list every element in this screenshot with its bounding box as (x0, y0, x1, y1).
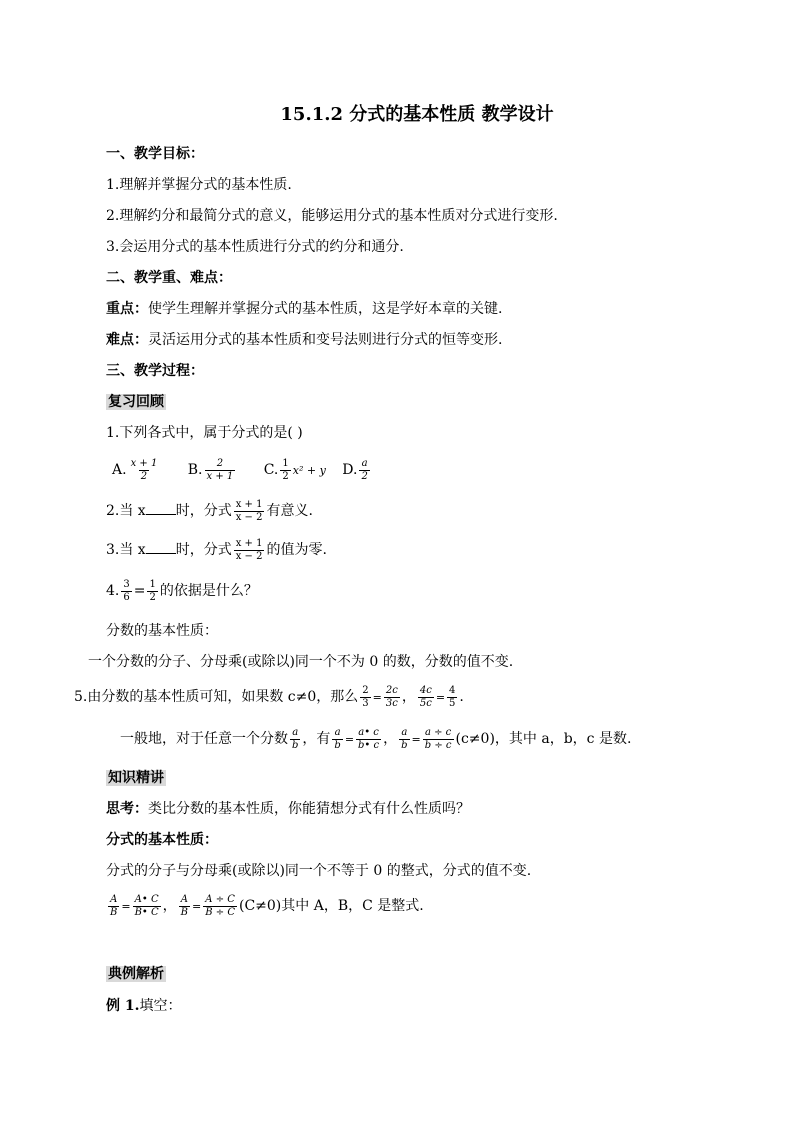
section-heading-key-points: 二、教学重、难点： (106, 270, 232, 286)
question-3 (106, 533, 327, 567)
formula-1-right (133, 894, 161, 919)
general-statement: 一般地，对于任意一个分数 $\frac{a}{b}$ ，有 $\frac{a}{b}$ = $\frac{a• c}{b• c}$ ， $\frac{a}{b}$ = $\frac{a \div c}{b \div c}$ (c≠0)，其中 a，b，c 是数. (120, 726, 632, 751)
general-eq-1-right (356, 727, 381, 752)
general-eq-2-right-den: b ÷ c (424, 739, 452, 751)
goal-1: 1.理解并掌握分式的基本性质. (106, 177, 292, 193)
section-heading-goals: 一、教学目标： (106, 146, 204, 162)
question-2-suffix: 有意义. (266, 503, 313, 519)
question-2-fraction (234, 499, 265, 524)
question-2-middle: 时，分式 (175, 503, 232, 519)
goal-2: 2.理解约分和最简分式的意义，能够运用分式的基本性质对分式进行变形. (106, 208, 558, 224)
formula-2-right-num: A ÷ C (205, 893, 235, 905)
knowledge-tag: 知识精讲 (108, 770, 164, 786)
general-eq-2-right (423, 727, 454, 752)
fraction-property-text: 一个分数的分子、分母乘(或除以)同一个不为 0 的数，分数的值不变. (88, 654, 514, 670)
general-middle: ，有 (302, 731, 331, 747)
key-point-text: 使学生理解并掌握分式的基本性质，这是学好本章的关键. (148, 301, 503, 317)
fraction-property-label: 分数的基本性质： (106, 623, 218, 639)
formula-1-left-den: B (110, 906, 118, 918)
general-eq-1-left (332, 727, 342, 752)
separator: ， (383, 731, 398, 747)
property-formula: $\frac{A}{B}$ = $\frac{A• C}{B• C}$ ， $\frac{A}{B}$ = $\frac{A \div C}{B \div C}$ (C≠0)其中 A，B，C 是整式. (110, 893, 424, 918)
question-4-denominator-1: 6 (123, 591, 130, 603)
question-1-options (112, 453, 372, 488)
q5-fraction-4 (447, 685, 457, 710)
option-c-fraction (280, 458, 290, 483)
separator: ， (162, 898, 177, 914)
option-b-label: B. (187, 462, 203, 478)
property-title: 分式的基本性质： (106, 832, 218, 848)
q5-denominator-4: 5 (449, 697, 456, 709)
q5-numerator-4: 4 (449, 684, 456, 696)
option-b-fraction (205, 458, 236, 483)
think-line (106, 799, 470, 819)
option-d-label: D. (342, 462, 358, 478)
question-3-middle: 时，分式 (175, 542, 232, 558)
q5-fraction-2 (384, 685, 400, 710)
option-c-numerator: 1 (282, 457, 289, 469)
formula-1-right-num: A• C (134, 893, 159, 905)
option-a-denominator: 2 (140, 470, 148, 482)
general-eq-1-left-den: b (334, 739, 341, 751)
option-b-numerator: 2 (216, 457, 224, 469)
question-3-numerator: x + 1 (235, 537, 263, 549)
formula-1-right-den: B• C (134, 906, 159, 918)
option-b-denominator: x + 1 (206, 470, 234, 482)
formula-2-right-den: B ÷ C (205, 906, 235, 918)
separator: ， (401, 689, 416, 705)
equals-sign: = (435, 691, 446, 704)
option-a-label: A. (112, 462, 127, 478)
page-title: 15.1.2 分式的基本性质 教学设计 (280, 104, 554, 125)
example-1-label: 例 1. (106, 998, 140, 1014)
question-2-numerator: x + 1 (235, 498, 263, 510)
formula-2-right (203, 894, 237, 919)
think-text: 类比分数的基本性质，你能猜想分式有什么性质吗？ (148, 801, 470, 817)
q5-numerator-1: 2 (362, 684, 369, 696)
question-3-fraction (234, 538, 265, 563)
question-4-prefix: 4. (106, 583, 120, 599)
question-3-denominator: x − 2 (235, 550, 263, 562)
question-4 (106, 574, 258, 608)
key-point-label: 重点： (106, 301, 148, 317)
option-d-numerator: a (361, 457, 368, 469)
question-4-numerator-1: 3 (123, 578, 130, 590)
question-5-prefix: 5.由分数的基本性质可知，如果数 c≠0，那么 (74, 689, 359, 705)
general-suffix: (c≠0)，其中 a，b，c 是数. (455, 731, 632, 747)
option-c-tail: x² + y (292, 464, 326, 477)
q5-denominator-3: 5c (419, 697, 432, 709)
option-a-numerator: x + 1 (130, 457, 158, 469)
period: . (459, 689, 464, 705)
equals-sign: = (372, 691, 382, 704)
question-4-denominator-2: 2 (149, 591, 156, 603)
question-4-fraction-2 (147, 579, 157, 604)
question-4-fraction-1 (121, 579, 131, 604)
q5-fraction-1 (360, 685, 370, 710)
review-tag-line (106, 392, 166, 412)
option-a-fraction (129, 458, 160, 483)
general-eq-1-right-num: a• c (358, 726, 379, 738)
question-3-suffix: 的值为零. (266, 542, 327, 558)
goal-3: 3.会运用分式的基本性质进行分式的约分和通分. (106, 239, 404, 255)
example-1-line (106, 996, 182, 1016)
difficulty-line (106, 330, 502, 350)
question-2-denominator: x − 2 (235, 511, 263, 523)
think-label: 思考： (106, 801, 148, 817)
answer-blank[interactable] (146, 541, 176, 554)
difficulty-label: 难点： (106, 332, 148, 348)
general-eq-1-left-num: a (334, 726, 341, 738)
formula-2-left-num: A (180, 893, 188, 905)
q5-numerator-2: 2c (385, 684, 398, 696)
q5-numerator-3: 4c (419, 684, 432, 696)
review-tag: 复习回顾 (108, 394, 164, 410)
equals-sign: = (133, 583, 146, 599)
example-tag-line (106, 964, 166, 984)
difficulty-text: 灵活运用分式的基本性质和变号法则进行分式的恒等变形. (148, 332, 503, 348)
knowledge-tag-line (106, 768, 166, 788)
general-denominator: b (292, 739, 299, 751)
answer-blank[interactable] (146, 502, 176, 515)
general-eq-2-left-den: b (401, 739, 408, 751)
q5-denominator-1: 3 (362, 697, 369, 709)
question-4-suffix: 的依据是什么？ (159, 583, 258, 599)
formula-2-left (179, 894, 190, 919)
q5-denominator-2: 3c (385, 697, 398, 709)
question-2-prefix: 2.当 x (106, 503, 146, 519)
question-4-numerator-2: 1 (149, 578, 156, 590)
general-prefix: 一般地，对于任意一个分数 (120, 731, 288, 747)
option-d-fraction (359, 458, 369, 483)
formula-1-left-num: A (110, 893, 118, 905)
key-point-line (106, 299, 502, 319)
option-c-denominator: 2 (282, 470, 289, 482)
q5-fraction-3 (418, 685, 434, 710)
general-eq-2-left-num: a (401, 726, 408, 738)
formula-1-left (108, 894, 119, 919)
section-heading-process: 三、教学过程： (106, 363, 204, 379)
general-eq-2-left (399, 727, 409, 752)
question-5 (74, 680, 464, 715)
question-1: 1.下列各式中，属于分式的是( ) (106, 425, 303, 441)
general-eq-1-right-den: b• c (358, 739, 380, 751)
example-1-text: 填空： (139, 998, 182, 1014)
question-2 (106, 494, 313, 528)
formula-2-left-den: B (180, 906, 189, 918)
option-c-label: C. (263, 462, 279, 478)
example-tag: 典例解析 (108, 966, 164, 982)
property-text: 分式的分子与分母乘(或除以)同一个不等于 0 的整式，分式的值不变. (106, 863, 532, 879)
general-fraction (290, 727, 300, 752)
formula-suffix: (C≠0)其中 A，B，C 是整式. (238, 898, 424, 914)
general-eq-2-right-num: a ÷ c (424, 726, 452, 738)
option-d-denominator: 2 (361, 470, 368, 482)
question-3-prefix: 3.当 x (106, 542, 146, 558)
general-numerator: a (292, 726, 299, 738)
